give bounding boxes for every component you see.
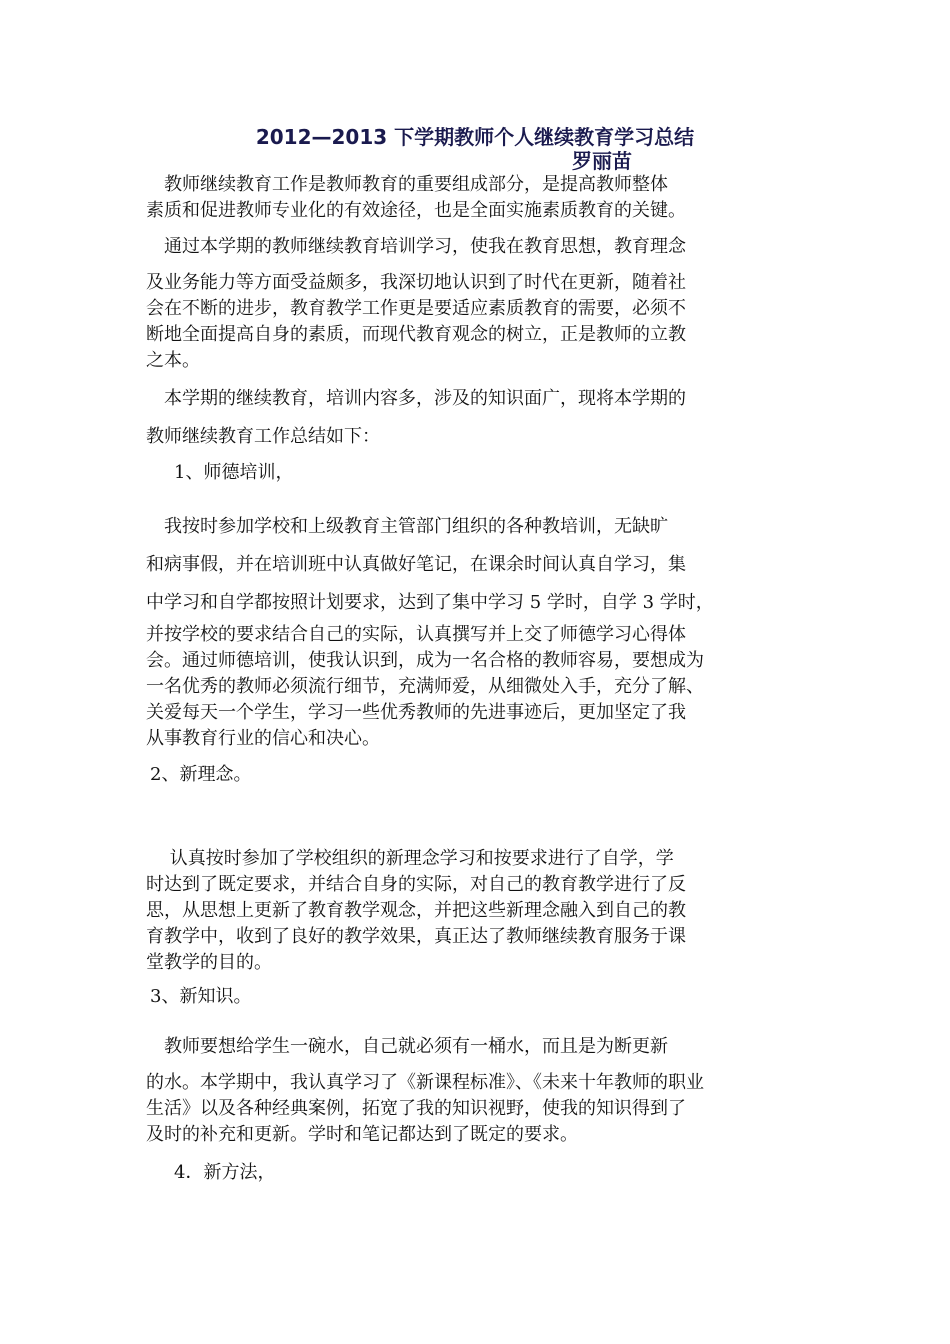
text-line: 中学习和自学都按照计划要求，达到了集中学习 5 学时，自学 3 学时， bbox=[146, 592, 714, 613]
section-3-paragraph bbox=[146, 1070, 810, 1148]
author-name: 罗丽苗 bbox=[572, 149, 632, 173]
section-1-paragraph-loose bbox=[146, 508, 810, 622]
text-line: 教师要想给学生一碗水，自己就必须有一桶水，而且是为断更新 bbox=[146, 1036, 668, 1057]
text-line: 会。通过师德培训，使我认识到，成为一名合格的教师容易，要想成为 bbox=[146, 650, 704, 671]
text-line: 之本。 bbox=[146, 350, 200, 371]
text-line: 生活》以及各种经典案例，拓宽了我的知识视野，使我的知识得到了 bbox=[146, 1098, 686, 1119]
section-1-paragraph bbox=[146, 622, 810, 752]
text-line: 并按学校的要求结合自己的实际，认真撰写并上交了师德学习心得体 bbox=[146, 624, 686, 645]
section-1-heading: 1、师德培训， bbox=[174, 462, 294, 483]
section-3-first-line bbox=[146, 1034, 810, 1060]
text-line: 从事教育行业的信心和决心。 bbox=[146, 728, 380, 749]
intro-paragraph bbox=[146, 172, 810, 224]
text-line: 一名优秀的教师必须流行细节，充满师爱，从细微处入手，充分了解、 bbox=[146, 676, 704, 697]
paragraph-2-first-line bbox=[146, 234, 810, 260]
section-2-paragraph bbox=[146, 846, 810, 976]
text-line: 断地全面提高自身的素质，而现代教育观念的树立，正是教师的立教 bbox=[146, 324, 686, 345]
text-line: 及业务能力等方面受益颇多，我深切地认识到了时代在更新，随着社 bbox=[146, 272, 686, 293]
section-2-heading: 2、新理念。 bbox=[150, 764, 252, 785]
paragraph-3 bbox=[146, 380, 810, 456]
text-line: 本学期的继续教育，培训内容多，涉及的知识面广，现将本学期的 bbox=[146, 388, 686, 409]
section-3-heading: 3、新知识。 bbox=[150, 986, 252, 1007]
text-line: 素质和促进教师专业化的有效途径，也是全面实施素质教育的关键。 bbox=[146, 200, 686, 221]
text-line: 教师继续教育工作总结如下： bbox=[146, 426, 380, 447]
paragraph-2 bbox=[146, 270, 810, 374]
text-line: 思，从思想上更新了教育教学观念，并把这些新理念融入到自己的教 bbox=[146, 900, 686, 921]
text-line: 我按时参加学校和上级教育主管部门组织的各种教培训，无缺旷 bbox=[146, 516, 668, 537]
text-line: 的水。本学期中，我认真学习了《新课程标准》、《未来十年教师的职业 bbox=[146, 1072, 704, 1093]
text-line: 教师继续教育工作是教师教育的重要组成部分，是提高教师整体 bbox=[146, 174, 668, 195]
text-line: 时达到了既定要求，并结合自身的实际，对自己的教育教学进行了反 bbox=[146, 874, 686, 895]
text-line: 和病事假，并在培训班中认真做好笔记，在课余时间认真自学习，集 bbox=[146, 554, 686, 575]
text-line: 通过本学期的教师继续教育培训学习，使我在教育思想，教育理念 bbox=[146, 236, 686, 257]
text-line: 育教学中，收到了良好的教学效果，真正达了教师继续教育服务于课 bbox=[146, 926, 686, 947]
text-line: 堂教学的目的。 bbox=[146, 952, 272, 973]
text-line: 认真按时参加了学校组织的新理念学习和按要求进行了自学，学 bbox=[146, 848, 674, 869]
section-4-heading: 4．新方法， bbox=[174, 1162, 276, 1183]
document-title: 2012—2013 下学期教师个人继续教育学习总结 bbox=[255, 125, 695, 149]
text-line: 关爱每天一个学生，学习一些优秀教师的先进事迹后，更加坚定了我 bbox=[146, 702, 686, 723]
text-line: 及时的补充和更新。学时和笔记都达到了既定的要求。 bbox=[146, 1124, 578, 1145]
text-line: 会在不断的进步，教育教学工作更是要适应素质教育的需要，必须不 bbox=[146, 298, 686, 319]
